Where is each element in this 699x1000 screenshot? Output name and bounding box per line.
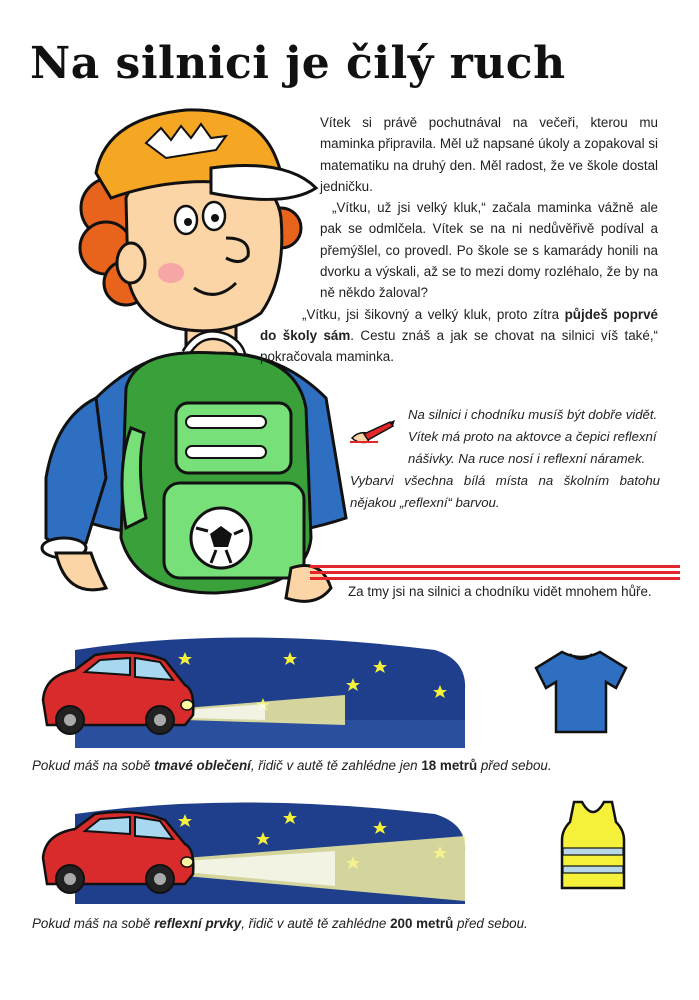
night-scene-dark-clothing: [35, 630, 467, 748]
reflective-vest-icon: [560, 800, 626, 892]
task-line-3: nášivky. Na ruce nosí i reflexní náramek.: [408, 451, 646, 466]
caption1-a: Pokud máš na sobě: [32, 758, 155, 773]
caption1-c: , řidič v autě tě zahlédne jen: [250, 758, 422, 773]
caption-dark-clothing: [32, 758, 552, 773]
caption2-distance: 200 metrů: [390, 916, 454, 931]
caption2-a: Pokud máš na sobě: [32, 916, 155, 931]
story-paragraph-2: [260, 197, 658, 303]
caption-reflective: [32, 916, 528, 931]
story-paragraph-3-end: . Cestu znáš a jak se chovat na silnici víš také,“ pokračovala maminka.: [260, 327, 658, 365]
story-paragraph-3: [260, 304, 658, 368]
story-paragraph-3-start: „Vítku, jsi šikovný a velký kluk, proto zítra: [302, 306, 565, 322]
story-paragraph-3-highlight: půjdeš poprvé do školy sám: [260, 306, 658, 343]
page-title: Na silnici je čilý ruch: [30, 38, 566, 89]
task-line-4: Vybarvi všechna bílá místa na školním batohu nějakou „reflexní“ barvou.: [350, 473, 660, 510]
caption2-d: před sebou.: [453, 916, 528, 931]
task-line-2: Vítek má proto na aktovce a čepici reflexní: [408, 429, 657, 444]
night-scene-reflective: [35, 796, 467, 904]
caption2-c: , řidič v autě tě zahlédne: [241, 916, 391, 931]
caption1-d: před sebou.: [477, 758, 552, 773]
red-divider-stripes: [310, 565, 680, 581]
tshirt-icon: [534, 648, 628, 734]
coloring-task: [350, 404, 660, 514]
story-text: [260, 112, 658, 368]
caption1-distance: 18 metrů: [421, 758, 478, 773]
caption1-highlight: tmavé oblečení: [154, 758, 251, 773]
story-paragraph-1: Vítek si právě pochutnával na večeři, kterou mu maminka připravila. Měl už napsané úkoly a zopakoval si matematiku na druhý den. Měl radost, že ve škole dostal jedničku.: [320, 115, 658, 194]
night-caption: Za tmy jsi na silnici a chodníku vidět mnohem hůře.: [348, 584, 652, 599]
story-paragraph-2-text: „Vítku, už jsi velký kluk,“ začala maminka vážně ale pak se odmlčela. Vítek se na ni nedůvěřivě podíval a přemýšlel, co provedl. Po škole se s kamarády honili na dvorku a výskali, až se to mezi domy rozléhalo, že by na ně někdo žaloval?: [320, 200, 658, 301]
caption2-highlight: reflexní prvky: [154, 916, 242, 931]
task-line-1: Na silnici i chodníku musíš být dobře vidět.: [408, 407, 658, 422]
